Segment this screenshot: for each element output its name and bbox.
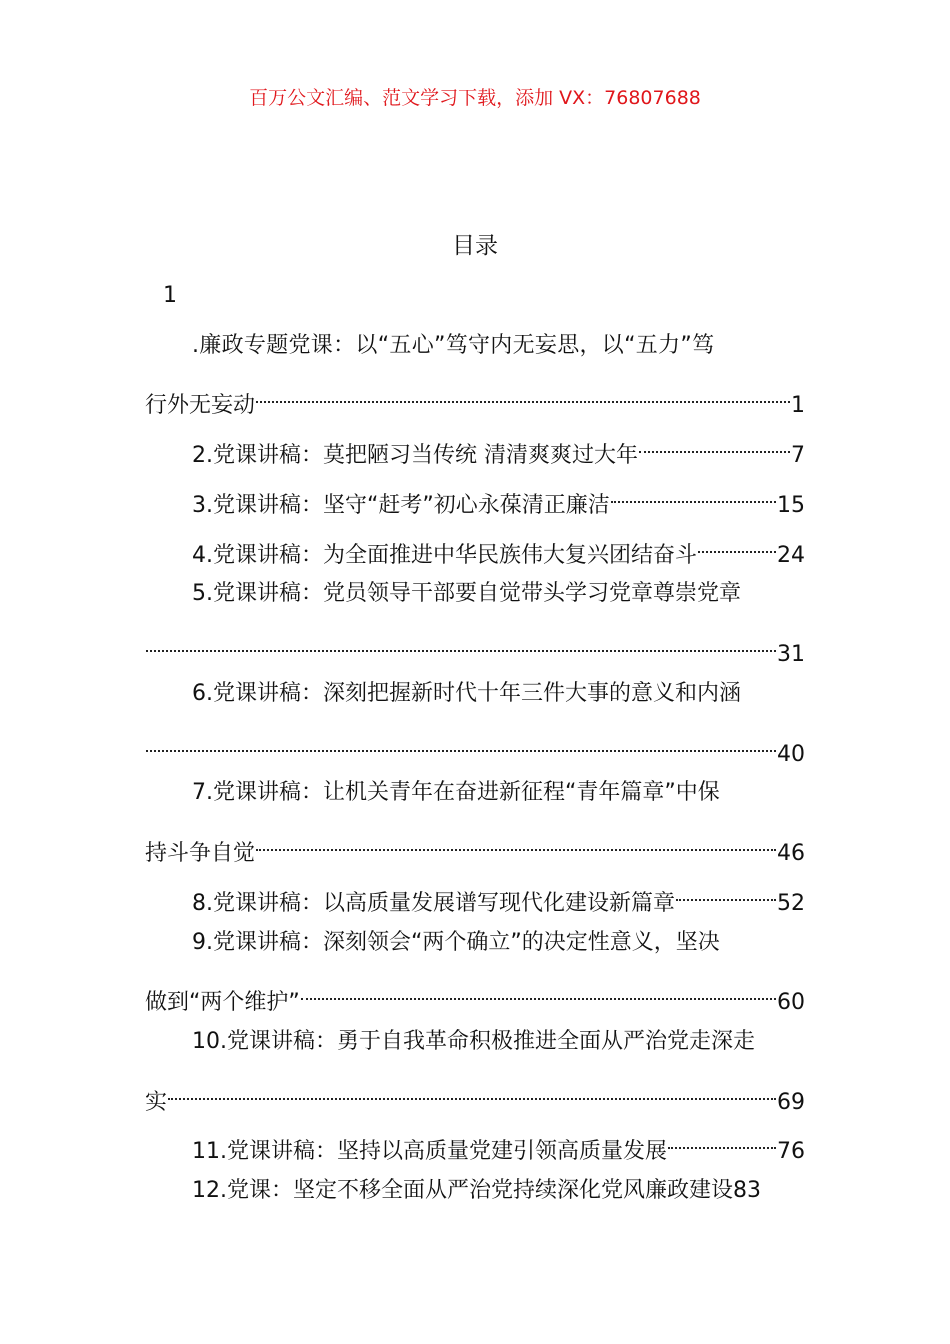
toc-page-number: 69 (777, 1090, 805, 1115)
dot-leader (301, 975, 776, 1009)
dot-leader (256, 378, 790, 412)
toc-entry-11[interactable] (145, 1124, 805, 1164)
toc-entry-6-line2[interactable] (145, 727, 805, 767)
toc-entry-6-line1[interactable] (145, 677, 805, 711)
toc-entry-title: 5.党课讲稿：党员领导干部要自觉带头学习党章尊崇党章 (192, 581, 741, 606)
toc-entry-title-cont: 做到“两个维护” (145, 990, 300, 1015)
toc-number: 1 (163, 283, 177, 308)
toc-entry-title: 8.党课讲稿：以高质量发展谱写现代化建设新篇章 (192, 891, 675, 916)
toc-entry-title: 2.党课讲稿：莫把陋习当传统 清清爽爽过大年 (192, 443, 638, 468)
toc-page-number: 76 (777, 1139, 805, 1164)
dot-leader (146, 627, 776, 661)
toc-page-number: 31 (777, 642, 805, 667)
toc-page-number: 24 (777, 543, 805, 568)
toc-entry-title: .廉政专题党课：以“五心”笃守内无妄思，以“五力”笃 (192, 333, 715, 358)
toc-entry-title: 3.党课讲稿：坚守“赶考”初心永葆清正廉洁 (192, 493, 610, 518)
toc-entry-title: 12.党课：坚定不移全面从严治党持续深化党风廉政建设 (192, 1178, 733, 1203)
toc-page-number: 46 (777, 841, 805, 866)
toc-number-line (145, 279, 805, 313)
toc-entry-title: 10.党课讲稿：勇于自我革命积极推进全面从严治党走深走 (192, 1029, 755, 1054)
toc-page-number: 52 (777, 891, 805, 916)
dot-leader (698, 528, 776, 562)
toc-entry-1-line2[interactable] (145, 378, 805, 418)
toc-entry-9-line2[interactable] (145, 975, 805, 1015)
toc-entry-title-cont: 实 (145, 1090, 168, 1115)
toc-entry-8[interactable] (145, 876, 805, 916)
toc-entry-title-cont: 持斗争自觉 (145, 841, 256, 866)
toc-entry-title: 6.党课讲稿：深刻把握新时代十年三件大事的意义和内涵 (192, 681, 741, 706)
toc-entry-4[interactable] (145, 528, 805, 568)
dot-leader (668, 1124, 776, 1158)
toc-entry-9-line1[interactable] (145, 926, 805, 960)
dot-leader (611, 478, 776, 512)
toc-entry-3[interactable] (145, 478, 805, 518)
dot-leader (146, 727, 776, 761)
toc-page-number: 40 (777, 742, 805, 767)
dot-leader (676, 876, 776, 910)
toc-page-number: 15 (777, 493, 805, 518)
watermark-banner: 百万公文汇编、范文学习下载，添加 VX：76807688 (249, 87, 701, 109)
toc-entry-7-line1[interactable] (145, 776, 805, 810)
toc-entry-10-line1[interactable] (145, 1025, 805, 1059)
toc-title: 目录 (452, 233, 498, 259)
toc-entry-title: 4.党课讲稿：为全面推进中华民族伟大复兴团结奋斗 (192, 543, 697, 568)
toc-entry-12[interactable] (145, 1174, 805, 1208)
dot-leader (639, 428, 790, 462)
toc-entry-title: 9.党课讲稿：深刻领会“两个确立”的决定性意义，坚决 (192, 930, 720, 955)
toc-page-number: 60 (777, 990, 805, 1015)
toc-page-number: 83 (733, 1178, 761, 1203)
toc-entry-2[interactable] (145, 428, 805, 468)
toc-entry-1-line1[interactable] (145, 329, 805, 363)
toc-entry-5-line2[interactable] (145, 627, 805, 667)
toc-entry-7-line2[interactable] (145, 826, 805, 866)
toc-page-number: 1 (791, 393, 805, 418)
toc-entry-title: 7.党课讲稿：让机关青年在奋进新征程“青年篇章”中保 (192, 780, 720, 805)
dot-leader (256, 826, 776, 860)
toc-entry-10-line2[interactable] (145, 1075, 805, 1115)
toc-entry-title: 11.党课讲稿：坚持以高质量党建引领高质量发展 (192, 1139, 667, 1164)
toc-page-number: 7 (791, 443, 805, 468)
toc-entry-5-line1[interactable] (145, 577, 805, 611)
toc-entry-title-cont: 行外无妄动 (145, 393, 256, 418)
dot-leader (168, 1075, 776, 1109)
